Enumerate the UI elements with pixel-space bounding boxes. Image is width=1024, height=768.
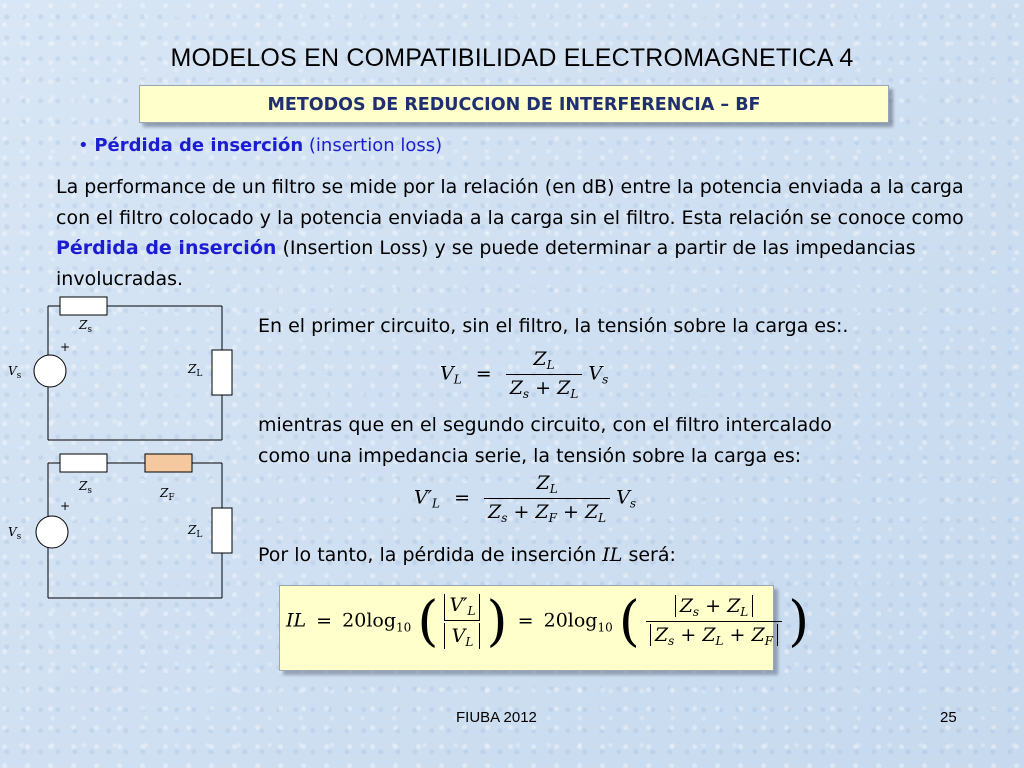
c2-zl-label: $Z_L$	[188, 523, 203, 540]
page-number: 25	[940, 709, 957, 726]
circuit-1-diagram	[0, 295, 250, 445]
equation-il: IL = $20\log_{10}$ ( $\frac{V'_L}{V_L}$ ) = $20\log_{10}$ ( $\frac{Z_s + Z_L}{Z_s + Z_L + Z_F}$ )	[286, 589, 810, 653]
bullet-marker: •	[78, 135, 89, 156]
subtitle-text: METODOS DE REDUCCION DE INTERFERENCIA – BF	[267, 95, 761, 115]
slide-title: MODELOS EN COMPATIBILIDAD ELECTROMAGNETICA 4	[170, 44, 854, 72]
c1-plus: +	[60, 340, 71, 354]
text-first-circuit: En el primer circuito, sin el filtro, la tensión sobre la carga es:.	[258, 315, 849, 337]
bullet-english: (insertion loss)	[308, 135, 443, 156]
circuit-2-diagram	[0, 452, 250, 602]
subtitle-box	[139, 85, 889, 123]
c2-zf-label: $Z_F$	[160, 486, 175, 503]
c1-source-label: $V_s$	[8, 364, 22, 381]
c2-zs-label: $Z_s$	[79, 479, 92, 496]
equation-vl: $V_L$ = $\frac{Z_L}{Z_s + Z_L}$ $V_s$	[440, 348, 609, 401]
intro-paragraph	[56, 172, 986, 294]
text-second-circuit-1: mientras que en el segundo circuito, con el filtro intercalado	[258, 414, 832, 436]
para-part1: La performance de un filtro se mide por la relación (en dB) entre la potencia enviada a la carga con el filtro colocado y la potencia enviada a la carga sin el filtro. Esta relación se conoce como	[56, 176, 964, 229]
equation-vl-prime: $V'_L$ = $\frac{Z_L}{Z_s + Z_F + Z_L}$ $V_s$	[414, 472, 637, 525]
text-therefore: Por lo tanto, la pérdida de inserción IL será:	[258, 544, 676, 566]
bullet-term: Pérdida de inserción	[94, 135, 304, 156]
bullet-insertion-loss	[78, 135, 442, 156]
text-second-circuit-2: como una impedancia serie, la tensión sobre la carga es:	[258, 445, 802, 467]
c2-source-label: $V_s$	[8, 525, 22, 542]
c1-zl-label: $Z_L$	[188, 362, 203, 379]
il-equation-box	[279, 585, 810, 671]
para-highlight: Pérdida de inserción	[56, 237, 277, 259]
c1-zs-label: $Z_s$	[79, 318, 92, 335]
footer-left: FIUBA 2012	[456, 709, 537, 726]
c2-plus: +	[60, 499, 71, 513]
para-part2: (Insertion Loss) y se puede determinar a partir de las impedancias involucradas.	[56, 237, 916, 290]
